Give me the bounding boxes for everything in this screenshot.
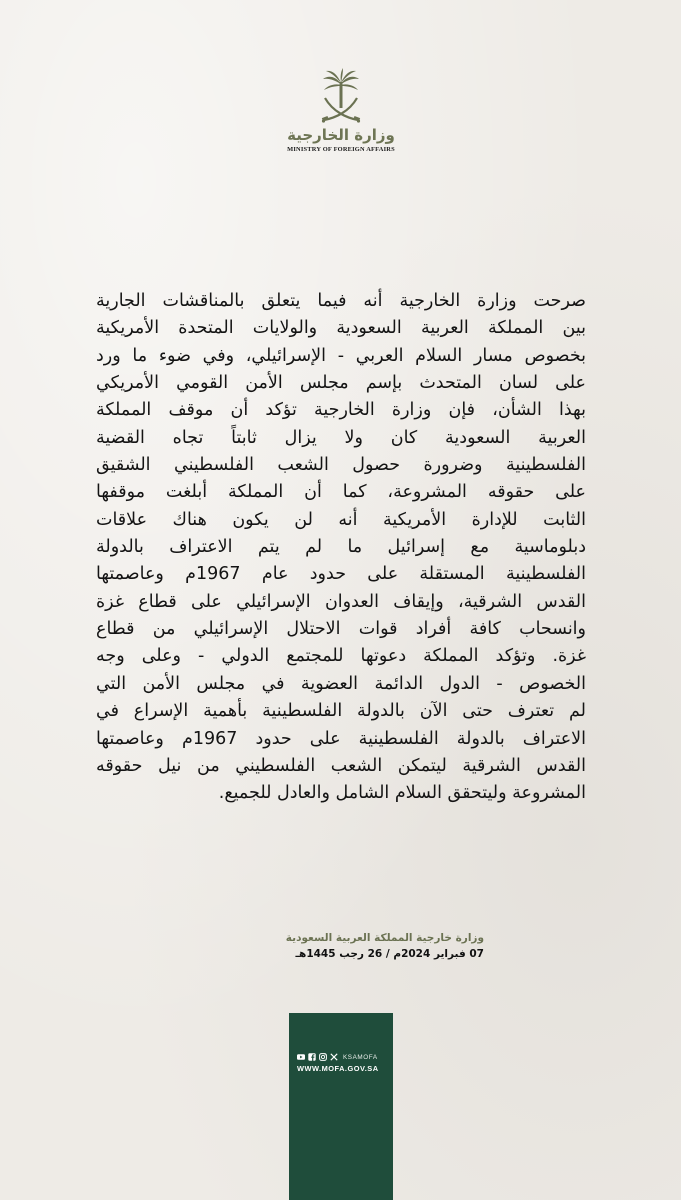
statement-line: الاعتراف بالدولة الفلسطينية على حدود 1967م وعاصمتها	[96, 728, 587, 749]
statement-line: على لسان المتحدث بإسم مجلس الأمن القومي الأمريكي	[96, 373, 586, 394]
instagram-icon[interactable]	[319, 1053, 327, 1061]
statement-line: على حقوقه المشروعة، كما أن المملكة أبلغت موقفها	[96, 482, 586, 503]
website-link[interactable]: WWW.MOFA.GOV.SA	[297, 1064, 379, 1073]
statement-line: الفلسطينية وضرورة حصول الشعب الفلسطيني الشقيق	[96, 455, 586, 476]
statement-line: لم تعترف حتى الآن بالدولة الفلسطينية بأهمية الإسراع في	[96, 701, 586, 722]
statement-line: بين المملكة العربية السعودية والولايات المتحدة الأمريكية	[96, 318, 586, 339]
statement-line: القدس الشرقية، وإيقاف العدوان الإسرائيلي على قطاع غزة	[96, 591, 586, 612]
social-handle[interactable]: KSAMOFA	[343, 1053, 378, 1061]
signature-block	[286, 930, 484, 962]
statement-line: الخصوص - الدول الدائمة العضوية في مجلس الأمن التي	[96, 673, 586, 694]
statement-line: وانسحاب كافة أفراد قوات الاحتلال الإسرائيلي من قطاع	[96, 619, 586, 640]
footer-panel	[289, 1013, 393, 1200]
ministry-name-english: MINISTRY OF FOREIGN AFFAIRS	[287, 146, 395, 153]
statement-line: القدس الشرقية ليتمكن الشعب الفلسطيني من نيل حقوقه	[96, 755, 586, 776]
statement-line: بخصوص مسار السلام العربي - الإسرائيلي، وفي ضوء ما ورد	[96, 345, 586, 366]
ministry-name-arabic: وزارة الخارجية	[287, 126, 395, 144]
facebook-icon[interactable]	[308, 1053, 316, 1061]
statement-date: 07 فبراير 2024م / 26 رجب 1445هـ	[295, 948, 484, 960]
social-links	[297, 1053, 378, 1061]
statement-line: المشروعة وليتحقق السلام الشامل والعادل للجميع.	[218, 783, 586, 804]
youtube-icon[interactable]	[297, 1053, 305, 1061]
ministry-logo	[285, 68, 397, 176]
statement-line: غزة. وتؤكد المملكة دعوتها للمجتمع الدولي - وعلى وجه	[96, 646, 586, 667]
signature-organization: وزارة خارجية المملكة العربية السعودية	[285, 932, 484, 944]
statement-line: الفلسطينية المستقلة على حدود عام 1967م وعاصمتها	[96, 564, 586, 585]
statement-line: بهذا الشأن، فإن وزارة الخارجية تؤكد أن موقف المملكة	[96, 400, 586, 421]
statement-line: دبلوماسية مع إسرائيل ما لم يتم الاعتراف بالدولة	[96, 537, 586, 558]
palm-and-swords-emblem-icon	[318, 68, 364, 124]
statement-line: صرحت وزارة الخارجية أنه فيما يتعلق بالمناقشات الجارية	[96, 291, 586, 311]
press-statement	[96, 288, 586, 808]
x-icon[interactable]	[330, 1053, 338, 1061]
statement-line: العربية السعودية كان ولا يزال ثابتاً تجاه القضية	[96, 427, 586, 448]
statement-line: الثابت للإدارة الأمريكية أنه لن يكون هناك علاقات	[96, 509, 586, 530]
